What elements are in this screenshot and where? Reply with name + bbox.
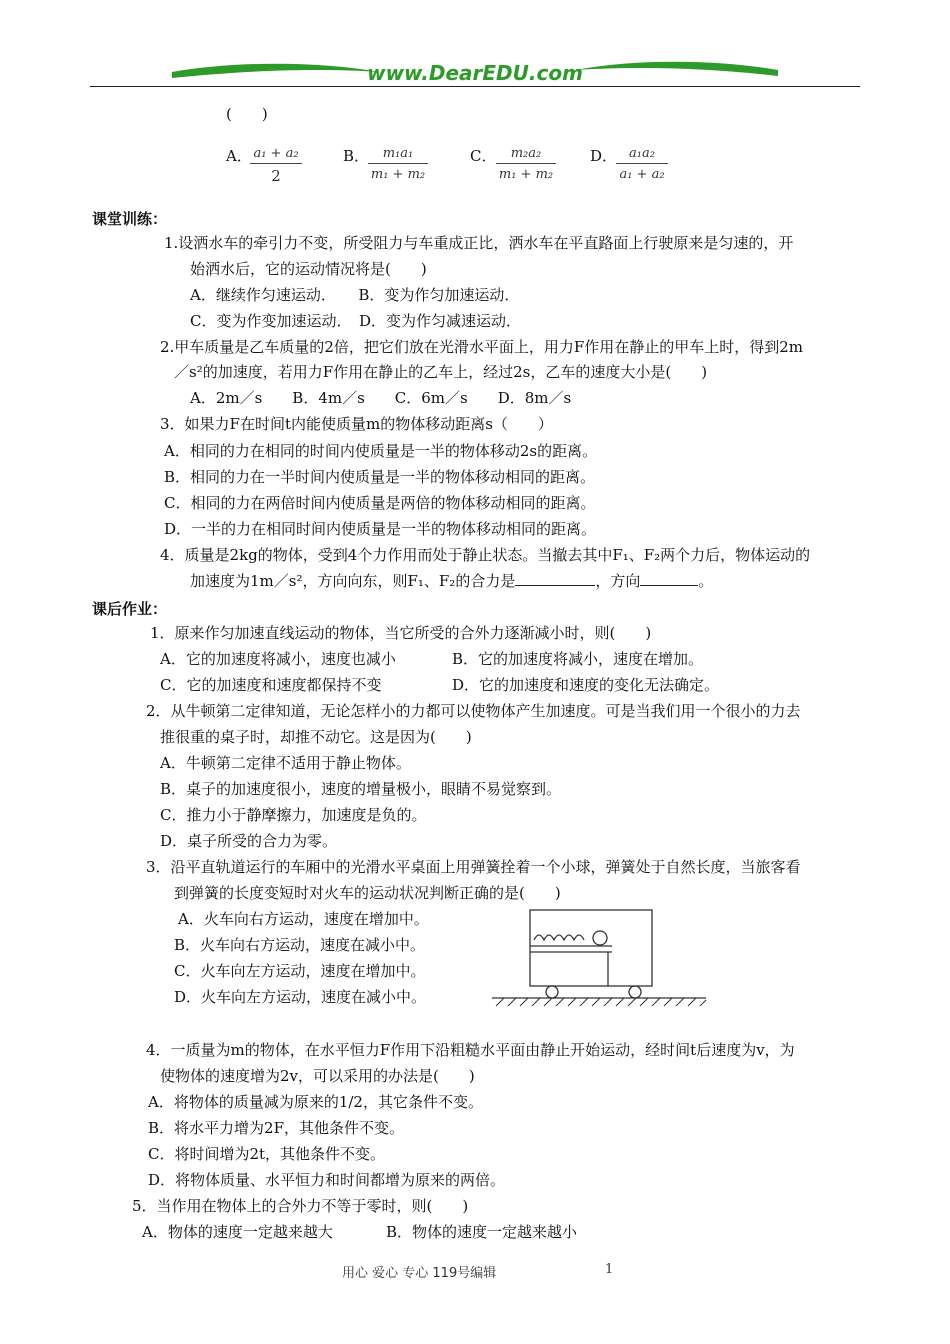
- homework-q2-option-a: A．牛顿第二定律不适用于静止物体。: [160, 754, 411, 772]
- homework-q1-stem: 1．原来作匀加速直线运动的物体，当它所受的合外力逐渐减小时，则( ): [150, 624, 652, 642]
- classroom-q4-line1: 4．质量是2kg的物体，受到4个力作用而处于静止状态。当撤去其中F₁、F₂两个力后，物体运动的: [160, 546, 811, 564]
- classroom-q1-options-cd: C．变为作变加速运动． D．变为作匀减速运动．: [190, 312, 522, 330]
- classroom-q3-option-a: A．相同的力在相同的时间内使质量是一半的物体移动2s的距离。: [164, 442, 598, 460]
- classroom-q4-line2: [190, 571, 713, 591]
- section-title-classroom: 课堂训练：: [92, 210, 168, 228]
- homework-q3-line1: 3．沿平直轨道运行的车厢中的光滑水平桌面上用弹簧拴着一个小球，弹簧处于自然长度，当旅客看: [146, 858, 801, 876]
- classroom-q3-stem: 3．如果力F在时间t内能使质量m的物体移动距离s（ ）: [160, 415, 553, 433]
- homework-q2-option-c: C．推力小于静摩擦力，加速度是负的。: [160, 806, 427, 824]
- ground-hatching: [496, 998, 706, 1006]
- spring: [534, 935, 584, 940]
- classroom-q3-option-d: D．一半的力在相同时间内使质量是一半的物体移动相同的距离。: [164, 520, 597, 538]
- homework-q3-line2: 到弹簧的长度变短时对火车的运动状况判断正确的是( ): [174, 884, 561, 902]
- left-wheel: [546, 986, 558, 998]
- homework-q4-option-d: D．将物体质量、水平恒力和时间都增为原来的两倍。: [148, 1171, 506, 1189]
- logo-text: www.DearEDU.com: [367, 61, 583, 85]
- classroom-q2-line1: 2.甲车质量是乙车质量的2倍，把它们放在光滑水平面上，用力F作用在静止的甲车上时，得到2m: [160, 338, 804, 356]
- ball: [593, 931, 607, 945]
- classroom-q2-line2: ／s²的加速度，若用力F作用在静止的乙车上，经过2s，乙车的速度大小是( ): [174, 363, 708, 381]
- classroom-q1-options-ab: A．继续作匀速运动． B．变为作匀加速运动．: [190, 286, 520, 304]
- option-b-numerator: m₁a₁: [368, 146, 428, 164]
- homework-q4-line2: 使物体的速度增为2v，可以采用的办法是( ): [160, 1067, 475, 1085]
- car-body: [530, 910, 652, 986]
- homework-q3-option-b: B．火车向右方运动，速度在减小中。: [174, 936, 426, 954]
- option-d-fraction: [616, 146, 668, 182]
- classroom-q1-line2: 始洒水后，它的运动情况将是( ): [190, 260, 427, 278]
- homework-q5-option-a: A．物体的速度一定越来越大: [142, 1223, 333, 1241]
- option-c-fraction: [496, 146, 556, 182]
- classroom-q4-text-c: 。: [698, 572, 714, 590]
- header-rule: [90, 86, 860, 87]
- option-d-denominator: a₁ + a₂: [619, 167, 665, 182]
- homework-q4-option-c: C．将时间增为2t，其他条件不变。: [148, 1145, 386, 1163]
- classroom-q3-option-b: B．相同的力在一半时间内使质量是一半的物体移动相同的距离。: [164, 468, 596, 486]
- option-b-label: B．: [343, 147, 370, 165]
- option-d-numerator: a₁a₂: [616, 146, 668, 164]
- classroom-q4-text-b: ，方向: [595, 572, 641, 590]
- homework-q4-line1: 4．一质量为m的物体，在水平恒力F作用下沿粗糙水平面由静止开始运动，经时间t后速度为v，为: [146, 1041, 795, 1059]
- train-car-diagram: [490, 908, 710, 1008]
- section-title-homework: 课后作业：: [92, 600, 168, 618]
- homework-q4-option-b: B．将水平力增为2F，其他条件不变。: [148, 1119, 404, 1137]
- option-b-fraction: [368, 146, 428, 182]
- homework-q3-option-c: C．火车向左方运动，速度在增加中。: [174, 962, 426, 980]
- option-c-denominator: m₁ + m₂: [498, 167, 554, 182]
- homework-q3-option-d: D．火车向左方运动，速度在减小中。: [174, 988, 427, 1006]
- homework-q3-option-a: A．火车向右方运动，速度在增加中。: [178, 910, 429, 928]
- right-wheel: [629, 986, 641, 998]
- homework-q5-stem: 5．当作用在物体上的合外力不等于零时，则( ): [132, 1197, 469, 1215]
- homework-q2-line1: 2．从牛顿第二定律知道，无论怎样小的力都可以使物体产生加速度。可是当我们用一个很小的力去: [146, 702, 801, 720]
- footer-text: 用心 爱心 专心 119号编辑: [342, 1266, 497, 1281]
- classroom-q4-text-a: 加速度为1m／s²，方向向东，则F₁、F₂的合力是: [190, 572, 516, 590]
- homework-q1-option-c: C．它的加速度和速度都保持不变: [160, 676, 382, 694]
- question-paren: ( ): [226, 105, 268, 123]
- homework-q1-option-a: A．它的加速度将减小，速度也减小: [160, 650, 396, 668]
- option-a-label: A．: [226, 147, 252, 165]
- answer-blank-force[interactable]: [515, 585, 595, 586]
- page-number: 1: [605, 1262, 614, 1277]
- option-d-label: D．: [590, 147, 618, 165]
- homework-q1-option-b: B．它的加速度将减小，速度在增加。: [452, 650, 704, 668]
- homework-q2-option-b: B．桌子的加速度很小，速度的增量极小，眼睛不易觉察到。: [160, 780, 562, 798]
- option-c-numerator: m₂a₂: [496, 146, 556, 164]
- option-a-numerator: a₁ + a₂: [250, 146, 302, 164]
- classroom-q2-options: A．2m／s B．4m／s C．6m／s D．8m／s: [190, 389, 572, 407]
- homework-q5-option-b: B．物体的速度一定越来越小: [386, 1223, 578, 1241]
- option-c-label: C．: [470, 147, 497, 165]
- homework-q4-option-a: A．将物体的质量减为原来的1/2，其它条件不变。: [148, 1093, 483, 1111]
- answer-blank-direction[interactable]: [640, 585, 698, 586]
- homework-q2-line2: 推很重的桌子时，却推不动它。这是因为( ): [160, 728, 472, 746]
- option-a-denominator: 2: [271, 167, 281, 185]
- classroom-q1-line1: 1.设洒水车的牵引力不变，所受阻力与车重成正比，洒水车在平直路面上行驶原来是匀速的，开: [164, 234, 794, 252]
- option-b-denominator: m₁ + m₂: [370, 167, 426, 182]
- homework-q1-option-d: D．它的加速度和速度的变化无法确定。: [452, 676, 720, 694]
- homework-q2-option-d: D．桌子所受的合力为零。: [160, 832, 338, 850]
- classroom-q3-option-c: C．相同的力在两倍时间内使质量是两倍的物体移动相同的距离。: [164, 494, 596, 512]
- option-a-fraction: [250, 146, 302, 185]
